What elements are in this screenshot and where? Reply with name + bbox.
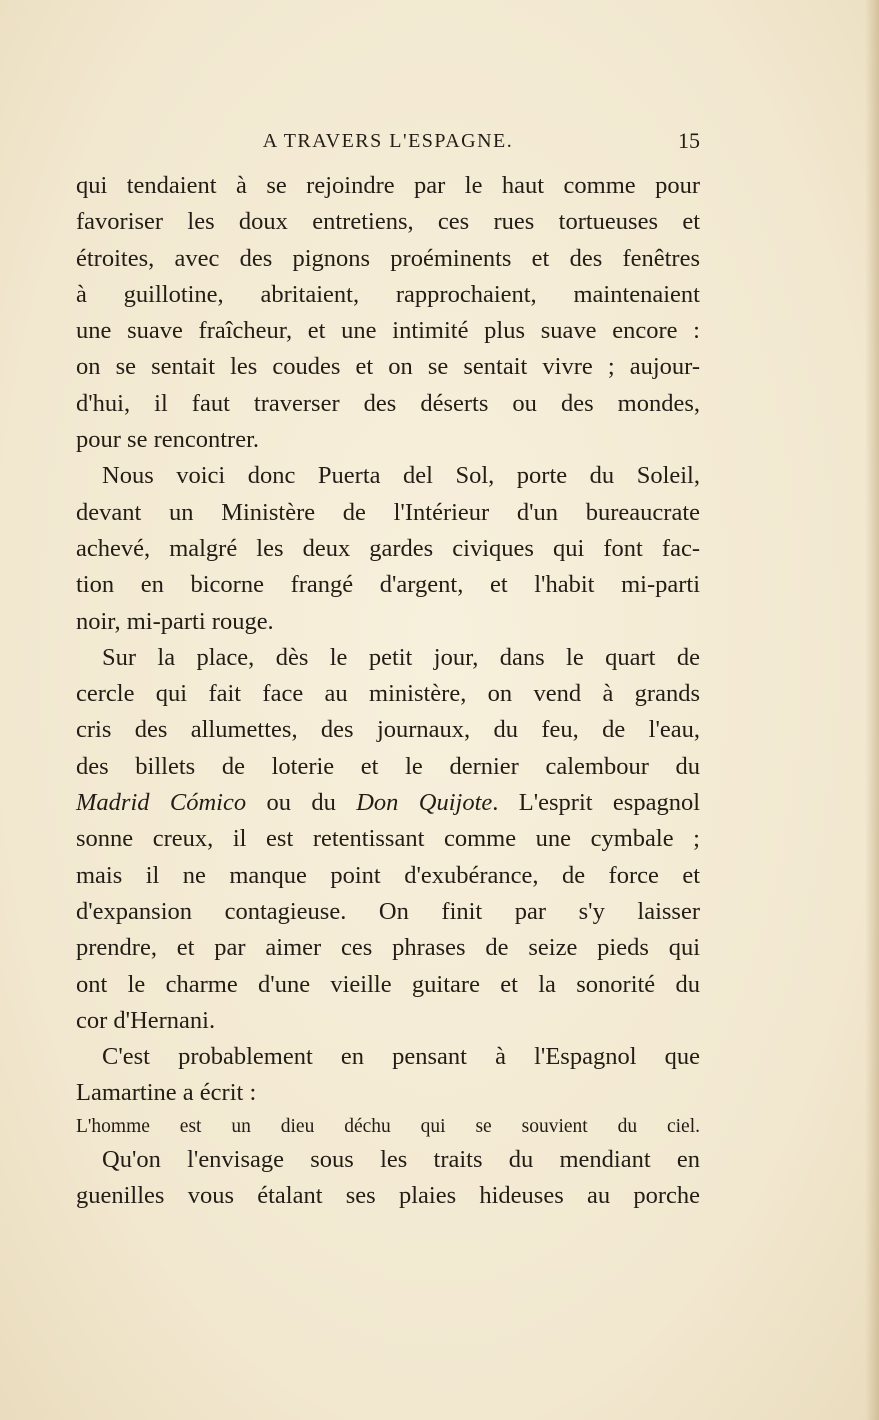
text-line: cris des allumettes, des journaux, du feu, de l'eau, <box>76 716 700 744</box>
text-line: mais il ne manque point d'exubérance, de force et <box>76 861 700 889</box>
text-line-with-titles <box>76 785 700 821</box>
text-line: qui tendaient à se rejoindre par le haut comme pour <box>76 172 700 199</box>
title-don-quijote: Don Quijote <box>356 789 493 817</box>
paragraph-puerta-del-sol-body <box>76 495 700 604</box>
text-fragment: . L'esprit espagnol <box>492 789 701 817</box>
running-head: A TRAVERS L'ESPAGNE. <box>262 130 514 152</box>
text-line: prendre, et par aimer ces phrases de seize pieds qui <box>76 934 700 962</box>
paragraph-puerta-del-sol-end <box>76 604 700 640</box>
text-line: C'est probablement en pensant à l'Espagnol que <box>102 1043 700 1071</box>
text-line: noir, mi-parti rouge. <box>76 607 274 635</box>
text-line: étroites, avec des pignons proéminents et des fenêtres <box>76 244 700 272</box>
text-line: sonne creux, il est retentissant comme une cymbale ; <box>76 825 700 853</box>
text-line: Lamartine a écrit : <box>76 1079 257 1107</box>
text-line: on se sentait les coudes et on se sentait vivre ; aujour- <box>76 353 700 381</box>
body-text <box>76 168 700 1214</box>
paragraph-sur-la-place-end <box>76 1003 700 1039</box>
paragraph-mendiant <box>76 1142 700 1178</box>
text-line: Nous voici donc Puerta del Sol, porte du Soleil, <box>102 462 700 490</box>
text-line: à guillotine, abritaient, rapprochaient, maintenaient <box>76 280 700 308</box>
paragraph-continuation-end <box>76 422 700 458</box>
text-line: guenilles vous étalant ses plaies hideuses au porche <box>76 1182 700 1210</box>
text-line: des billets de loterie et le dernier calembour du <box>76 752 700 780</box>
paragraph-sur-la-place <box>76 640 700 676</box>
text-fragment: ou du <box>246 789 357 817</box>
text-line: favoriser les doux entretiens, ces rues tortueuses et <box>76 208 700 236</box>
paragraph-continuation <box>76 168 700 422</box>
text-line: Sur la place, dès le petit jour, dans le quart de <box>102 643 700 671</box>
text-line: achevé, malgré les deux gardes civiques qui font fac- <box>76 534 700 562</box>
page-edge-shadow <box>865 0 879 1420</box>
text-line: ont le charme d'une vieille guitare et la sonorité du <box>76 970 700 998</box>
paragraph-puerta-del-sol <box>76 458 700 494</box>
title-madrid-comico: Madrid Cómico <box>76 789 247 817</box>
paragraph-sur-la-place-body <box>76 676 700 1003</box>
text-line: devant un Ministère de l'Intérieur d'un bureaucrate <box>76 498 700 526</box>
text-line: une suave fraîcheur, et une intimité plus suave encore : <box>76 317 700 345</box>
page-header <box>76 128 700 158</box>
paragraph-mendiant-body <box>76 1178 700 1214</box>
paragraph-lamartine-end <box>76 1075 700 1111</box>
verse-quotation: L'homme est un dieu déchu qui se souvient du ciel. <box>76 1115 700 1137</box>
text-line: cor d'Hernani. <box>76 1006 216 1034</box>
text-line: Qu'on l'envisage sous les traits du mendiant en <box>102 1145 700 1173</box>
page-number: 15 <box>678 128 700 153</box>
text-line: tion en bicorne frangé d'argent, et l'habit mi-parti <box>76 571 700 599</box>
paragraph-lamartine <box>76 1039 700 1075</box>
text-line: pour se rencontrer. <box>76 426 259 454</box>
text-line: d'hui, il faut traverser des déserts ou des mondes, <box>76 389 700 417</box>
text-line: d'expansion contagieuse. On finit par s'y laisser <box>76 897 700 925</box>
text-line: cercle qui fait face au ministère, on vend à grands <box>76 680 700 708</box>
